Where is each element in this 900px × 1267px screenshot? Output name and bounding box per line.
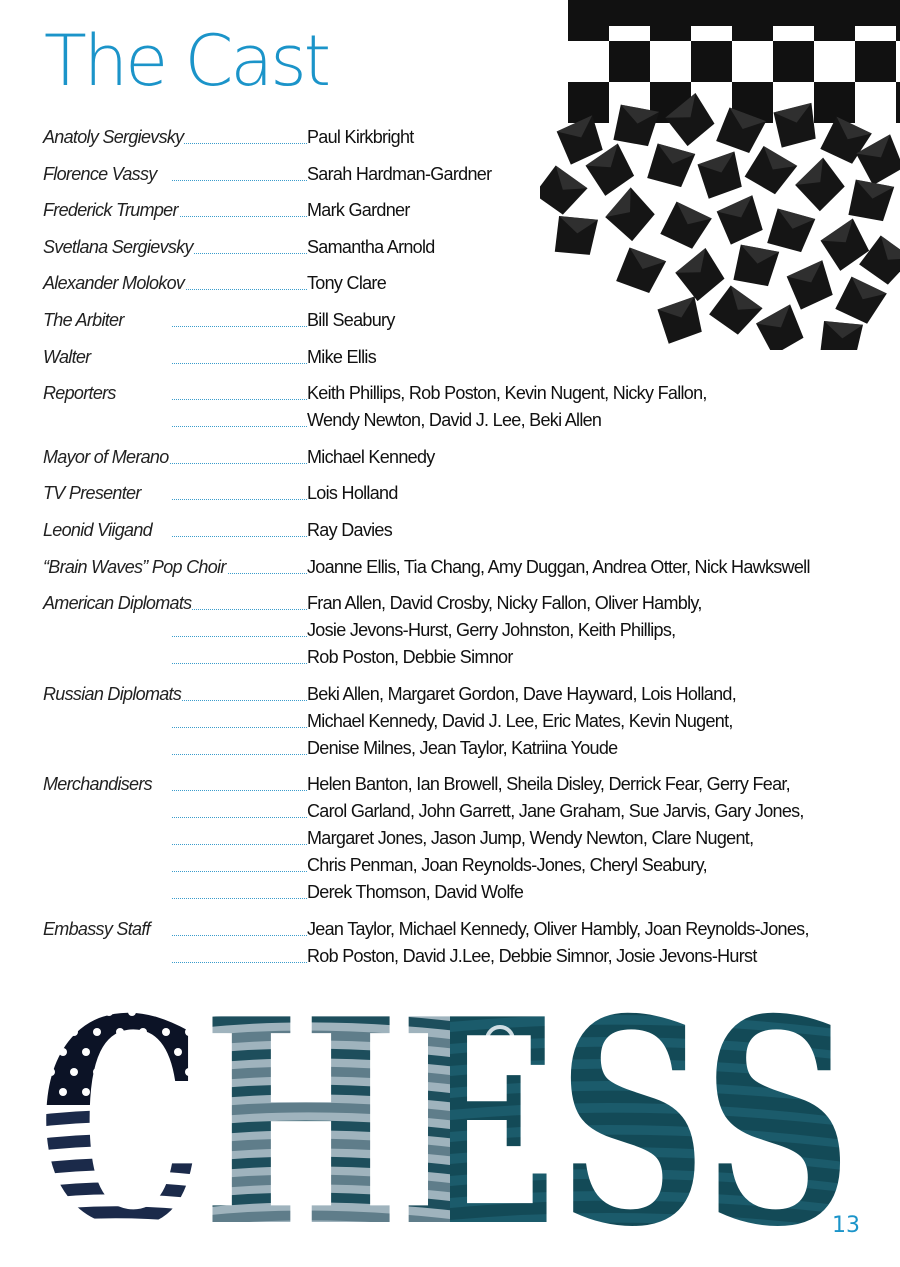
actor-names: Mark Gardner bbox=[307, 200, 410, 221]
dotted-leader bbox=[172, 326, 307, 327]
page-title: The Cast bbox=[44, 20, 329, 102]
cast-line bbox=[43, 825, 883, 852]
dotted-leader bbox=[172, 817, 307, 818]
actor-names: Rob Poston, Debbie Simnor bbox=[307, 647, 513, 668]
role-name: Alexander Molokov bbox=[43, 270, 185, 297]
cast-line bbox=[43, 554, 883, 581]
actor-names: Keith Phillips, Rob Poston, Kevin Nugent, Nicky Fallon, bbox=[307, 383, 707, 404]
role-name: “Brain Waves” Pop Choir bbox=[43, 554, 227, 581]
cast-line bbox=[43, 124, 883, 151]
actor-names: Lois Holland bbox=[307, 483, 398, 504]
actor-names: Sarah Hardman-Gardner bbox=[307, 163, 492, 184]
actor-names: Rob Poston, David J.Lee, Debbie Simnor, Josie Jevons-Hurst bbox=[307, 945, 757, 966]
chess-logo-text: CHESS bbox=[37, 1000, 853, 1230]
dotted-leader bbox=[172, 935, 307, 936]
role-name: Merchandisers bbox=[43, 771, 153, 798]
cast-entry bbox=[43, 517, 883, 544]
cast-entry bbox=[43, 554, 883, 581]
cast-entry bbox=[43, 307, 883, 334]
page-number: 13 bbox=[832, 1213, 860, 1238]
role-name: Embassy Staff bbox=[43, 916, 151, 943]
cast-entry bbox=[43, 916, 883, 970]
cast-line bbox=[43, 798, 883, 825]
cast-line bbox=[43, 480, 883, 507]
actor-names: Beki Allen, Margaret Gordon, Dave Hayward, Lois Holland, bbox=[307, 683, 737, 704]
cast-line bbox=[43, 617, 883, 644]
actor-names: Mike Ellis bbox=[307, 346, 377, 367]
cast-entry bbox=[43, 480, 883, 507]
dotted-leader bbox=[172, 898, 307, 899]
actor-names: Ray Davies bbox=[307, 519, 393, 540]
actor-names: Tony Clare bbox=[307, 273, 387, 294]
cast-line bbox=[43, 197, 883, 224]
cast-line bbox=[43, 735, 883, 762]
cast-entry bbox=[43, 234, 883, 261]
cast-line bbox=[43, 771, 883, 798]
actor-names: Derek Thomson, David Wolfe bbox=[307, 882, 524, 903]
role-name: TV Presenter bbox=[43, 480, 142, 507]
actor-names: Carol Garland, John Garrett, Jane Graham, Sue Jarvis, Gary Jones, bbox=[307, 801, 804, 822]
dotted-leader bbox=[172, 727, 307, 728]
actor-names: Josie Jevons-Hurst, Gerry Johnston, Keith Phillips, bbox=[307, 620, 676, 641]
dotted-leader bbox=[172, 844, 307, 845]
role-name: Walter bbox=[43, 344, 91, 371]
dotted-leader bbox=[172, 871, 307, 872]
role-name: Anatoly Sergievsky bbox=[43, 124, 184, 151]
cast-line bbox=[43, 344, 883, 371]
cast-line bbox=[43, 681, 883, 708]
cast-line bbox=[43, 161, 883, 188]
dotted-leader bbox=[172, 426, 307, 427]
cast-line bbox=[43, 234, 883, 261]
cast-entry bbox=[43, 590, 883, 671]
cast-entry bbox=[43, 380, 883, 434]
cast-entry bbox=[43, 771, 883, 906]
cast-line bbox=[43, 943, 883, 970]
dotted-leader bbox=[172, 536, 307, 537]
actor-names: Bill Seabury bbox=[307, 309, 395, 330]
role-name: Florence Vassy bbox=[43, 161, 158, 188]
role-name: American Diplomats bbox=[43, 590, 192, 617]
actor-names: Samantha Arnold bbox=[307, 236, 435, 257]
chess-logo bbox=[30, 1000, 860, 1230]
actor-names: Michael Kennedy bbox=[307, 446, 435, 467]
dotted-leader bbox=[172, 399, 307, 400]
cast-line bbox=[43, 590, 883, 617]
cast-line bbox=[43, 708, 883, 735]
cast-line bbox=[43, 644, 883, 671]
cast-entry bbox=[43, 344, 883, 371]
actor-names: Michael Kennedy, David J. Lee, Eric Mates, Kevin Nugent, bbox=[307, 710, 733, 731]
cast-line bbox=[43, 444, 883, 471]
actor-names: Helen Banton, Ian Browell, Sheila Disley, Derrick Fear, Gerry Fear, bbox=[307, 774, 790, 795]
dotted-leader bbox=[172, 499, 307, 500]
actor-names: Denise Milnes, Jean Taylor, Katriina Youde bbox=[307, 737, 618, 758]
cast-line bbox=[43, 916, 883, 943]
cast-line bbox=[43, 307, 883, 334]
cast-line bbox=[43, 407, 883, 434]
role-name: Svetlana Sergievsky bbox=[43, 234, 194, 261]
actor-names: Margaret Jones, Jason Jump, Wendy Newton, Clare Nugent, bbox=[307, 828, 754, 849]
actor-names: Joanne Ellis, Tia Chang, Amy Duggan, Andrea Otter, Nick Hawkswell bbox=[307, 556, 810, 577]
role-name: The Arbiter bbox=[43, 307, 125, 334]
cast-entry bbox=[43, 161, 883, 188]
cast-line bbox=[43, 852, 883, 879]
dotted-leader bbox=[172, 754, 307, 755]
role-name: Mayor of Merano bbox=[43, 444, 170, 471]
actor-names: Fran Allen, David Crosby, Nicky Fallon, Oliver Hambly, bbox=[307, 593, 702, 614]
role-name: Frederick Trumper bbox=[43, 197, 179, 224]
cast-line bbox=[43, 517, 883, 544]
dotted-leader bbox=[172, 636, 307, 637]
cast-line bbox=[43, 879, 883, 906]
actor-names: Chris Penman, Joan Reynolds-Jones, Cheryl Seabury, bbox=[307, 855, 707, 876]
cast-line bbox=[43, 270, 883, 297]
actor-names: Jean Taylor, Michael Kennedy, Oliver Hambly, Joan Reynolds-Jones, bbox=[307, 918, 809, 939]
dotted-leader bbox=[172, 180, 307, 181]
cast-list bbox=[43, 124, 883, 980]
actor-names: Wendy Newton, David J. Lee, Beki Allen bbox=[307, 410, 602, 431]
role-name: Russian Diplomats bbox=[43, 681, 182, 708]
cast-entry bbox=[43, 197, 883, 224]
actor-names: Paul Kirkbright bbox=[307, 127, 414, 147]
cast-entry bbox=[43, 270, 883, 297]
role-name: Leonid Viigand bbox=[43, 517, 153, 544]
cast-entry bbox=[43, 444, 883, 471]
dotted-leader bbox=[172, 962, 307, 963]
role-name: Reporters bbox=[43, 380, 117, 407]
dotted-leader bbox=[172, 790, 307, 791]
cast-entry bbox=[43, 124, 883, 151]
cast-line bbox=[43, 380, 883, 407]
dotted-leader bbox=[172, 363, 307, 364]
cast-entry bbox=[43, 681, 883, 762]
dotted-leader bbox=[172, 663, 307, 664]
